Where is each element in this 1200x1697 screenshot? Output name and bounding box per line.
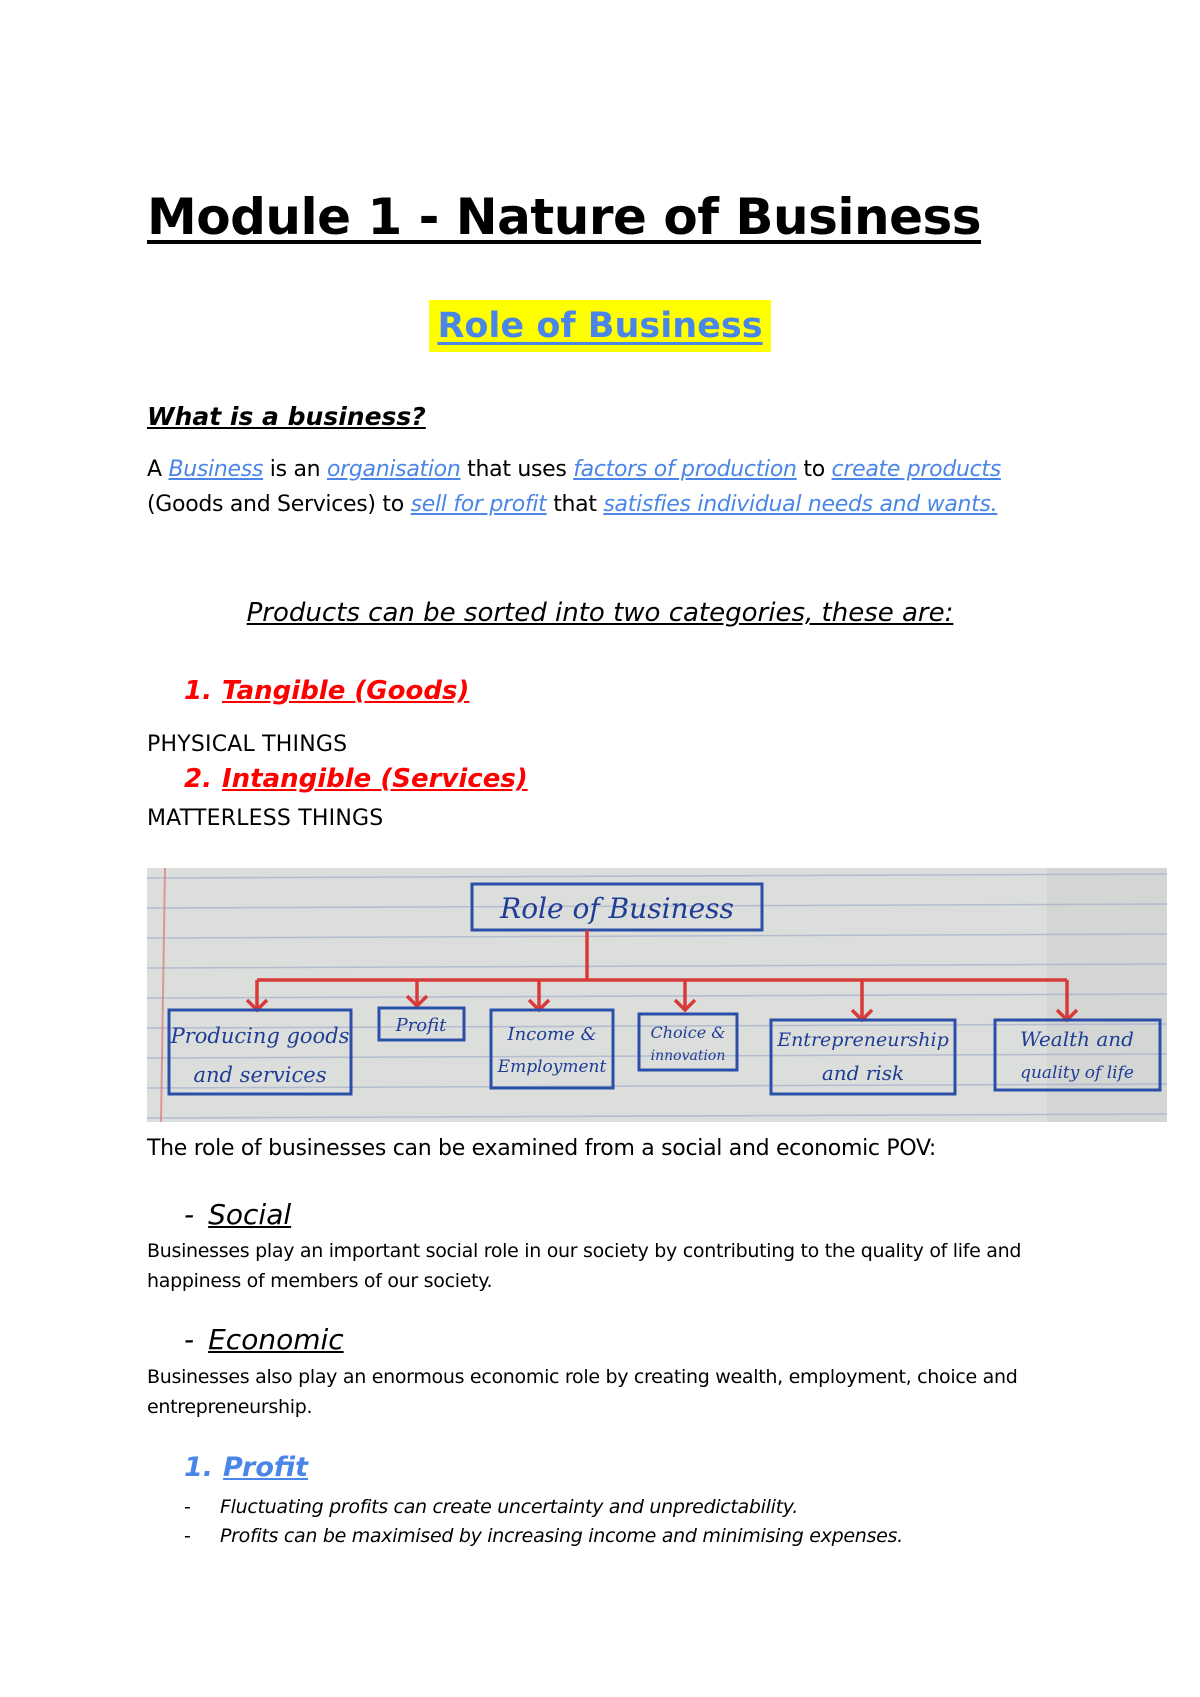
pov-statement: The role of businesses can be examined from a social and economic POV: — [147, 1136, 937, 1161]
diagram-box-label: Choice & — [650, 1023, 726, 1042]
term-business[interactable]: Business — [168, 457, 264, 482]
dash-marker: - — [184, 1323, 195, 1356]
document-title: Module 1 - Nature of Business — [147, 188, 982, 246]
category-label: Tangible (Goods) — [221, 676, 470, 706]
category-description: MATTERLESS THINGS — [147, 806, 384, 831]
term-needs-and-wants[interactable]: satisfies individual needs and wants. — [603, 492, 998, 517]
section-subtitle: Role of Business — [429, 300, 770, 352]
definition-text: (Goods and Services) to — [147, 492, 411, 517]
term-factors-of-production[interactable]: factors of production — [573, 457, 797, 482]
social-paragraph: Businesses play an important social role in our society by contributing to the quality of life and happiness of members of our society. — [147, 1240, 1022, 1292]
category-item-intangible — [184, 764, 528, 794]
bullet-text: Profits can be maximised by increasing income and minimising expenses. — [220, 1525, 903, 1547]
definition-text: A — [147, 457, 169, 482]
diagram-box-label: Entrepreneurship — [777, 1029, 949, 1051]
definition-paragraph — [147, 452, 1067, 522]
economic-paragraph: Businesses also play an enormous economic role by creating wealth, employment, choice and entrepreneurship. — [147, 1366, 1018, 1418]
diagram-box-label: innovation — [650, 1048, 726, 1064]
profit-heading — [184, 1452, 308, 1483]
diagram-box-label: Profit — [395, 1015, 447, 1036]
diagram-box-label: and services — [193, 1063, 327, 1087]
social-heading — [184, 1198, 291, 1231]
profit-heading-text: Profit — [223, 1452, 309, 1483]
diagram-box-label: and risk — [821, 1061, 905, 1085]
economic-heading — [184, 1323, 344, 1356]
economic-heading-text: Economic — [208, 1323, 344, 1356]
category-label: Intangible (Services) — [221, 764, 528, 794]
term-create-products[interactable]: create products — [831, 457, 1001, 482]
category-description: PHYSICAL THINGS — [147, 732, 348, 757]
definition-text: that uses — [460, 457, 574, 482]
diagram-root-label: Role of Business — [500, 892, 734, 925]
definition-text: to — [796, 457, 832, 482]
diagram-box-label: Wealth and — [1020, 1027, 1134, 1051]
categories-heading: Products can be sorted into two categories, these are: — [246, 598, 954, 628]
bullet-dash: - — [184, 1496, 191, 1518]
diagram-box-label: Producing goods — [170, 1024, 350, 1048]
diagram-box-label: quality of life — [1020, 1063, 1134, 1083]
term-sell-for-profit[interactable]: sell for profit — [410, 492, 547, 517]
role-of-business-diagram-photo — [147, 868, 1167, 1122]
bullet-text: Fluctuating profits can create uncertainty and unpredictability. — [220, 1496, 798, 1518]
term-organisation[interactable]: organisation — [326, 457, 461, 482]
social-heading-text: Social — [208, 1198, 292, 1231]
definition-text: is an — [263, 457, 327, 482]
profit-bullet — [184, 1496, 798, 1518]
category-item-tangible — [184, 676, 469, 706]
diagram-svg — [147, 868, 1167, 1122]
diagram-box-label: Employment — [497, 1057, 607, 1077]
bullet-dash: - — [184, 1525, 191, 1547]
profit-number: 1. — [184, 1452, 214, 1483]
category-number: 2. — [184, 764, 212, 794]
diagram-box-label: Income & — [507, 1024, 597, 1045]
subtitle-row — [0, 300, 1200, 352]
category-number: 1. — [184, 676, 212, 706]
dash-marker: - — [184, 1198, 195, 1231]
definition-text: that — [546, 492, 604, 517]
question-heading: What is a business? — [147, 402, 426, 431]
profit-bullet — [184, 1525, 903, 1547]
